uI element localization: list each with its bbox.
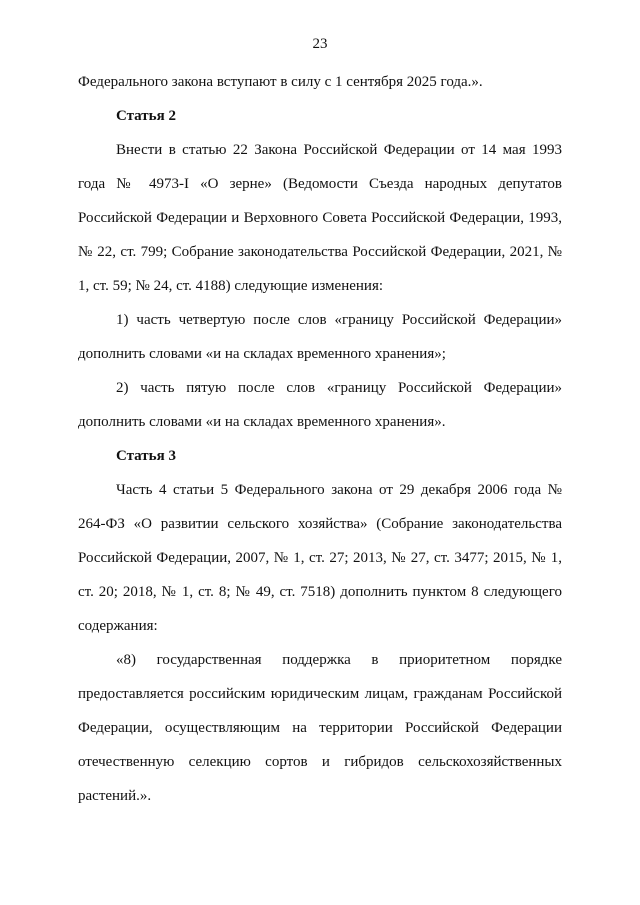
document-body xyxy=(78,65,562,813)
article-2-intro-paragraph: Внести в статью 22 Закона Российской Федерации от 14 мая 1993 года № 4973-I «О зерне» (Ведомости Съезда народных депутатов Российской Федерации и Верховного Совета Российской Федерации, 1993, № 22, ст. 799; Собрание законодательства Российской Федерации, 2021, № 1, ст. 59; № 24, ст. 4188) следующие изменения: xyxy=(78,142,562,294)
page-number: 23 xyxy=(312,36,328,52)
article-2-item-1: 1) часть четвертую после слов «границу Российской Федерации» дополнить словами «и на складах временного хранения»; xyxy=(78,312,562,362)
continuation-paragraph: Федерального закона вступают в силу с 1 сентября 2025 года.». xyxy=(78,74,483,90)
article-2-item-2: 2) часть пятую после слов «границу Российской Федерации» дополнить словами «и на складах временного хранения». xyxy=(78,380,562,430)
article-3-heading: Статья 3 xyxy=(116,448,176,464)
article-3-intro-paragraph: Часть 4 статьи 5 Федерального закона от 29 декабря 2006 года № 264-ФЗ «О развитии сельского хозяйства» (Собрание законодательства Российской Федерации, 2007, № 1, ст. 27; 2013, № 27, ст. 3477; 2015, № 1, ст. 20; 2018, № 1, ст. 8; № 49, ст. 7518) дополнить пунктом 8 следующего содержания: xyxy=(78,482,562,634)
article-2-heading: Статья 2 xyxy=(116,108,176,124)
article-3-item-8: «8) государственная поддержка в приоритетном порядке предоставляется российским юридическим лицам, гражданам Российской Федерации, осуществляющим на территории Российской Федерации отечественную селекцию сортов и гибридов сельскохозяйственных растений.». xyxy=(78,652,562,804)
